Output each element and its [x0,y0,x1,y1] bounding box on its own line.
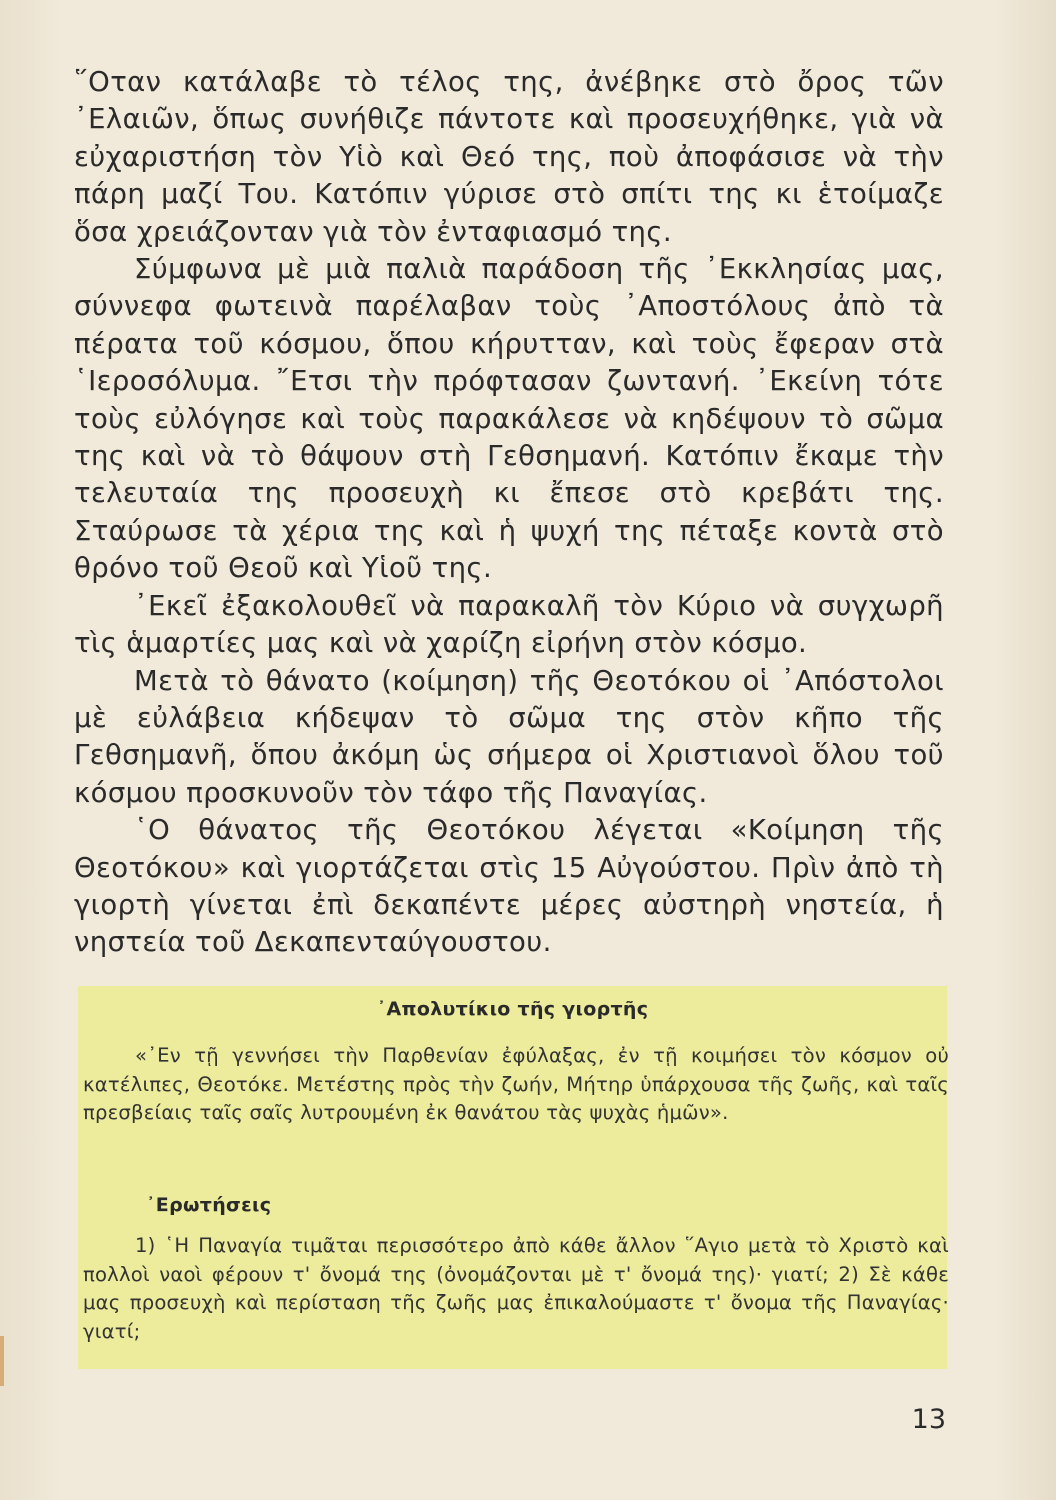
paragraph-1: ῞Οταν κατάλαβε τὸ τέλος της, ἀνέβηκε στὸ ὄρος τῶν ᾿Ελαιῶν, ὅπως συνήθιζε πάντοτε καὶ προσευχήθηκε, γιὰ νὰ εὐχαριστήση τὸν Υἱὸ καὶ Θεό της, ποὺ ἀποφάσισε νὰ τὴν πάρη μαζί Του. Κατόπιν γύρισε στὸ σπίτι της κι ἑτοίμαζε ὅσα χρειάζονταν γιὰ τὸν ἐνταφιασμό της. [74,66,944,248]
paragraph-5: ῾Ο θάνατος τῆς Θεοτόκου λέγεται «Κοίμηση τῆς Θεοτόκου» καὶ γιορτάζεται στὶς 15 Αὐγούστου. Πρὶν ἀπὸ τὴ γιορτὴ γίνεται ἐπὶ δεκαπέντε μέρες αὐστηρὴ νηστεία, ἡ νηστεία τοῦ Δεκαπενταύγουστου. [74,814,944,959]
margin-mark [0,1336,4,1386]
questions-heading: ᾿Ερωτήσεις [146,1194,272,1216]
questions-text: 1) ῾Η Παναγία τιμᾶται περισσότερο ἀπὸ κάθε ἄλλον ῞Αγιο μετὰ τὸ Χριστὸ καὶ πολλοὶ ναοὶ φέρουν τ' ὄνομά της (ὀνομάζονται μὲ τ' ὄνομά της)· γιατί; 2) Σὲ κάθε μας προσευχὴ καὶ περίσταση τῆς ζωῆς μας ἐπικαλούμαστε τ' ὄνομα τῆς Παναγίας· γιατί; [83,1234,949,1343]
paragraph-3: ᾿Εκεῖ ἐξακολουθεῖ νὰ παρακαλῆ τὸν Κύριο νὰ συγχωρῆ τὶς ἁμαρτίες μας καὶ νὰ χαρίζη εἰρήνη στὸν κόσμο. [74,589,944,660]
paragraph-2: Σύμφωνα μὲ μιὰ παλιὰ παράδοση τῆς ᾿Εκκλησίας μας, σύννεφα φωτεινὰ παρέλαβαν τοὺς ᾿Αποστόλους ἀπὸ τὰ πέρατα τοῦ κόσμου, ὅπου κήρυτταν, καὶ τοὺς ἔφεραν στὰ ῾Ιεροσόλυμα. ῎Ετσι τὴν πρόφτασαν ζωντανή. ᾿Εκείνη τότε τοὺς εὐλόγησε καὶ τοὺς παρακάλεσε νὰ κηδέψουν τὸ σῶμα της καὶ νὰ τὸ θάψουν στὴ Γεθσημανή. Κατόπιν ἔκαμε τὴν τελευταία της προσευχὴ κι ἔπεσε στὸ κρεβάτι της. Σταύρωσε τὰ χέρια της καὶ ἡ ψυχή της πέταξε κοντὰ στὸ θρόνο τοῦ Θεοῦ καὶ Υἱοῦ της. [74,253,944,585]
highlight-box [78,986,947,1369]
main-text [74,64,944,962]
page-number: 13 [911,1404,946,1435]
paragraph-4: Μετὰ τὸ θάνατο (κοίμηση) τῆς Θεοτόκου οἱ ᾿Απόστολοι μὲ εὐλάβεια κήδεψαν τὸ σῶμα της στὸν κῆπο τῆς Γεθσημανῆ, ὅπου ἀκόμη ὡς σήμερα οἱ Χριστιανοὶ ὅλου τοῦ κόσμου προσκυνοῦν τὸν τάφο τῆς Παναγίας. [74,664,944,809]
apolytikio-heading: ᾿Απολυτίκιο τῆς γιορτῆς [376,998,649,1020]
apolytikio-text: «᾿Εν τῇ γεννήσει τὴν Παρθενίαν ἐφύλαξας, ἐν τῇ κοιμήσει τὸν κόσμον οὐ κατέλιπες, Θεοτόκε. Μετέστης πρὸς τὴν ζωήν, Μήτηρ ὑπάρχουσα τῆς ζωῆς, καὶ ταῖς πρεσβείαις ταῖς σαῖς λυτρουμένη ἐκ θανάτου τὰς ψυχὰς ἡμῶν». [83,1044,949,1125]
